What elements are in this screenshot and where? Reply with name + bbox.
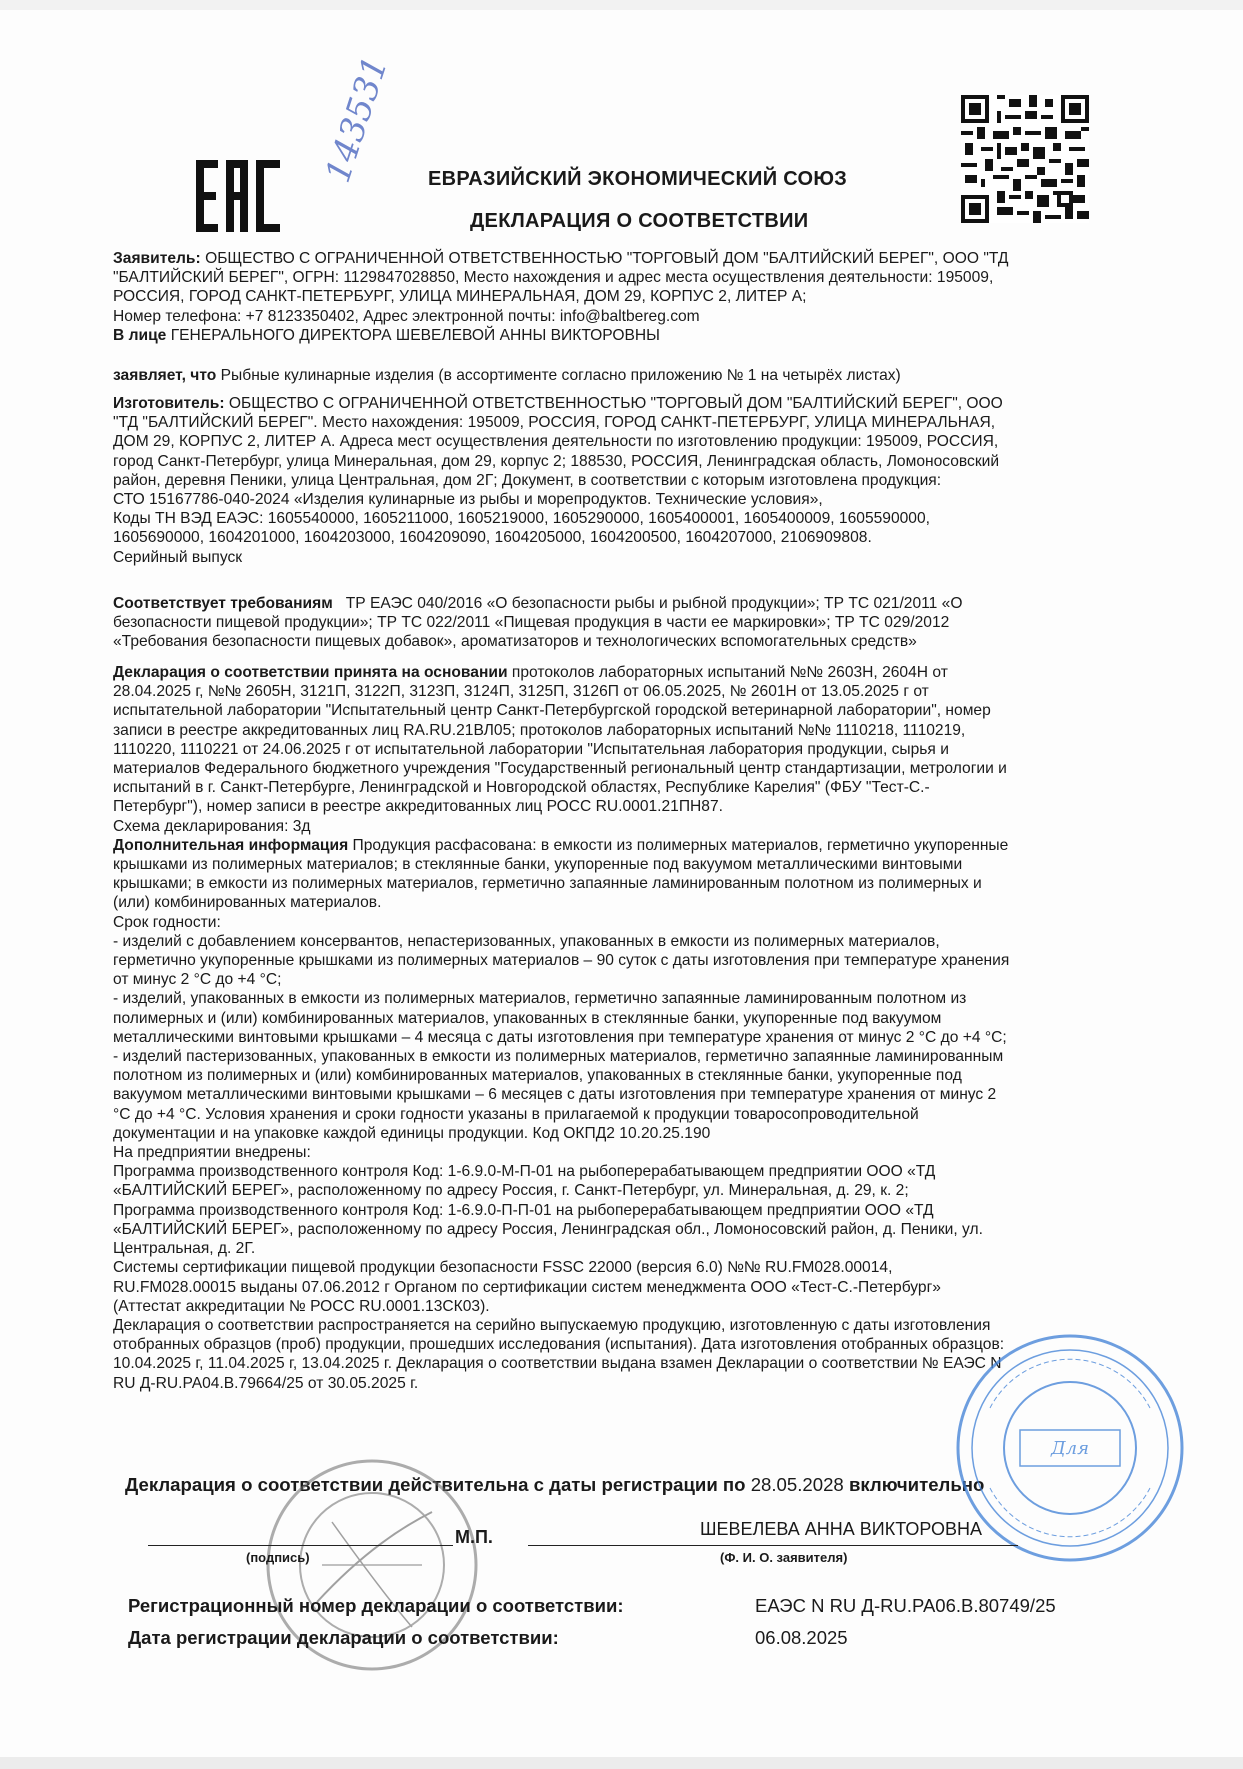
additional-line: вакуумом металлическими винтовыми крышками – 6 месяцев с даты изготовления при температуре хранения от минус 2	[113, 1086, 997, 1104]
svg-text:Для: Для	[1050, 1438, 1090, 1459]
additional-line: - изделий, упакованных в емкости из полимерных материалов, герметично запаянные ламинированным полотном из	[113, 990, 967, 1008]
basis-line: материалов Федерального бюджетного учреждения "Государственный региональный центр стандартизации, метрологии и	[113, 760, 1007, 778]
manufacturer-line: ОБЩЕСТВО С ОГРАНИЧЕННОЙ ОТВЕТСТВЕННОСТЬЮ "ТОРГОВЫЙ ДОМ "БАЛТИЙСКИЙ БЕРЕГ", ООО	[228, 395, 1003, 412]
additional-line: отобранных образцов (проб) продукции, прошедших исследования (испытания). Дата изготовления отобранных образцов:	[113, 1336, 1005, 1354]
additional-line: (или) комбинированных материалов.	[113, 894, 382, 912]
additional-line: Декларация о соответствии распространяется на серийно выпускаемую продукцию, изготовленную с даты изготовления	[113, 1316, 991, 1334]
additional-line: RU Д-RU.PA04.B.79664/25 от 30.05.2025 г.	[113, 1374, 419, 1392]
additional-line: металлическими винтовыми крышками – 4 месяца с даты изготовления при температуре хранения от минус 2 °С до +4 °С;	[113, 1028, 1007, 1046]
person-name: ГЕНЕРАЛЬНОГО ДИРЕКТОРА ШЕВЕЛЕВОЙ АННЫ ВИКТОРОВНЫ	[170, 326, 660, 344]
basis-line: 1110220, 1110221 от 24.06.2025 г от испытательной лаборатории "Испытательная лаборатория продукции, сырья и	[113, 740, 949, 758]
applicant-line: "БАЛТИЙСКИЙ БЕРЕГ", ОГРН: 1129847028850, Место нахождения и адрес места осуществления деятельности: 195009,	[113, 269, 994, 287]
additional-line: - изделий пастеризованных, упакованных в емкости из полимерных материалов, герметично запаянные ламинированным	[113, 1048, 1004, 1066]
validity-date: 28.05.2028	[750, 1474, 844, 1495]
manufacturer-line: "ТД "БАЛТИЙСКИЙ БЕРЕГ". Место нахождения: 195009, РОССИЯ, ГОРОД САНКТ-ПЕТЕРБУРГ, УЛИЦА МИНЕРАЛЬНАЯ,	[113, 414, 996, 432]
manufacturer-line: район, деревня Пеники, улица Центральная, дом 2Г; Документ, в соответствии с которым изготовлена продукция:	[113, 471, 942, 489]
qr-code-icon[interactable]	[961, 95, 1089, 223]
additional-line: На предприятии внедрены:	[113, 1144, 311, 1162]
product-name: Рыбные кулинарные изделия (в ассортименте согласно приложению № 1 на четырёх листах)	[220, 367, 901, 384]
eac-mark-icon	[196, 160, 282, 232]
requirements-section	[113, 594, 1163, 652]
person-label: В лице	[113, 326, 167, 344]
additional-line: крышками; в емкости из полимерных материалов, герметично запаянные ламинированным полотном из полимерных и	[113, 875, 982, 893]
basis-line: испытательной лаборатории "Испытательный центр Санкт-Петербургской городской ветеринарной лаборатории", номер	[113, 702, 991, 720]
organisation-stamp-icon	[950, 1328, 1190, 1568]
manufacturer-codes: Коды ТН ВЭД ЕАЭС: 1605540000, 1605211000, 1605219000, 1605290000, 1605400001, 1605400009, 1605590000,	[113, 510, 930, 528]
registration-date-label: Дата регистрации декларации о соответствии:	[128, 1627, 559, 1648]
additional-line: герметично укупоренные крышками из полимерных материалов – 90 суток с даты изготовления при температуре хранения	[113, 952, 1010, 970]
additional-line: 10.04.2025 г, 11.04.2025 г, 13.04.2025 г. Декларация о соответствии выдана взамен Декларации о соответствии № ЕАЭС N	[113, 1355, 1002, 1373]
signature-caption: (подпись)	[246, 1550, 310, 1565]
additional-line: Программа производственного контроля Код: 1-6.9.0-П-П-01 на рыбоперерабатывающем предприятии ООО «ТД	[113, 1201, 934, 1219]
manufacturer-section	[113, 394, 1163, 567]
document-title: ДЕКЛАРАЦИЯ О СООТВЕТСТВИИ	[470, 210, 809, 232]
requirements-line: безопасности пищевой продукции»; ТР ТС 022/2011 «Пищевая продукция в части ее маркировки»; ТР ТС 029/2012	[113, 614, 950, 632]
applicant-name-line	[528, 1545, 1018, 1546]
additional-line: Срок годности:	[113, 913, 221, 931]
applicant-label: Заявитель:	[113, 250, 201, 267]
applicant-signatory-name: ШЕВЕЛЕВА АННА ВИКТОРОВНА	[700, 1519, 982, 1539]
requirements-label: Соответствует требованиям	[113, 595, 333, 612]
manufacturer-label: Изготовитель:	[113, 395, 225, 412]
additional-line: Программа производственного контроля Код: 1-6.9.0-М-П-01 на рыбоперерабатывающем предприятии ООО «ТД	[113, 1163, 936, 1181]
additional-line: от минус 2 °С до +4 °С;	[113, 971, 282, 989]
registration-number: ЕАЭС N RU Д-RU.PA06.B.80749/25	[755, 1595, 1056, 1616]
basis-section	[113, 663, 1163, 1393]
additional-line: полотном из полимерных и (или) комбинированных материалов, упакованных в стеклянные банки, укупоренные под	[113, 1067, 962, 1085]
validity-suffix: включительно	[848, 1474, 985, 1495]
basis-line: испытаний в г. Санкт-Петербурге, Ленинградской и Новгородской областях, Республике Карелия" (ФБУ "Тест-С.-	[113, 779, 930, 797]
additional-line: Центральная, д. 2Г.	[113, 1240, 256, 1258]
union-title: ЕВРАЗИЙСКИЙ ЭКОНОМИЧЕСКИЙ СОЮЗ	[428, 168, 848, 190]
manufacturer-line: ДОМ 29, КОРПУС 2, ЛИТЕР А. Адреса мест осуществления деятельности по изготовлению продукции: 195009, РОССИЯ,	[113, 433, 999, 451]
manufacturer-release: Серийный выпуск	[113, 548, 243, 566]
seal-place-label: М.П.	[455, 1527, 493, 1547]
basis-line: Петербург"), номер записи в реестре аккредитованных лиц РОСС RU.0001.21ПН87.	[113, 798, 723, 816]
requirements-line: «Требования безопасности пищевых добавок», ароматизаторов и технологических вспомогательных средств»	[113, 633, 917, 651]
basis-line: 28.04.2025 г, №№ 2605Н, 3121П, 3122П, 3123П, 3124П, 3125П, 3126П от 06.05.2025, № 2601Н от 13.05.2025 г от	[113, 683, 929, 701]
declares-label: заявляет, что	[113, 367, 217, 384]
additional-line: RU.FM028.00015 выданы 07.06.2012 г Органом по сертификации систем менеджмента ООО «Тест-С.-Петербург»	[113, 1278, 941, 1296]
applicant-contacts: Номер телефона: +7 8123350402, Адрес электронной почты: info@baltbereg.com	[113, 307, 700, 325]
applicant-line: РОССИЯ, ГОРОД САНКТ-ПЕТЕРБУРГ, УЛИЦА МИНЕРАЛЬНАЯ, ДОМ 29, КОРПУС 2, ЛИТЕР А;	[113, 288, 807, 306]
declaration-scheme: Схема декларирования: 3д	[113, 817, 311, 835]
scan-edge-bottom	[0, 1757, 1243, 1769]
registration-number-label: Регистрационный номер декларации о соответствии:	[128, 1595, 624, 1616]
additional-line: «БАЛТИЙСКИЙ БЕРЕГ», расположенному по адресу Россия, Ленинградская обл., Ломоносовский район, д. Пеники, ул.	[113, 1220, 983, 1238]
additional-line: (Аттестат аккредитации № РОСС RU.0001.13СК03).	[113, 1297, 490, 1315]
additional-line: полимерных и (или) комбинированных материалов, упакованных в стеклянные банки, укупоренные под вакуумом	[113, 1009, 942, 1027]
additional-line: документации и на упаковке каждой единицы продукции. Код ОКПД2 10.20.25.190	[113, 1124, 711, 1142]
additional-line: Продукция расфасована: в емкости из полимерных материалов, герметично укупоренные	[352, 836, 1009, 854]
manufacturer-codes: 1605690000, 1604201000, 1604203000, 1604209090, 1604205000, 1604200500, 1604207000, 2106909808.	[113, 529, 872, 547]
signature-line	[148, 1545, 453, 1546]
declares-section	[113, 366, 1163, 385]
additional-line: - изделий с добавлением консервантов, непастеризованных, упакованных в емкости из полимерных материалов,	[113, 932, 940, 950]
manufacturer-line: город Санкт-Петербург, улица Минеральная, дом 29, корпус 2; 188530, РОССИЯ, Ленинградская область, Ломоносовский	[113, 452, 1000, 470]
basis-line: записи в реестре аккредитованных лиц RA.RU.21ВЛ05; протоколов лабораторных испытаний №№ 1110218, 1110219,	[113, 721, 966, 739]
handwritten-number: 143531	[318, 51, 397, 188]
applicant-name-caption: (Ф. И. О. заявителя)	[720, 1550, 848, 1565]
requirements-line: ТР ЕАЭС 040/2016 «О безопасности рыбы и рыбной продукции»; ТР ТС 021/2011 «О	[345, 595, 963, 612]
validity-label: Декларация о соответствии действительна с даты регистрации по	[125, 1474, 746, 1495]
applicant-section	[113, 249, 1163, 345]
registration-date: 06.08.2025	[755, 1627, 848, 1648]
additional-line: °С до +4 °С. Условия хранения и сроки годности указаны в прилагаемой к продукции товаросопроводительной	[113, 1105, 919, 1123]
additional-label: Дополнительная информация	[113, 836, 349, 854]
additional-line: крышками из полимерных материалов; в стеклянные банки, укупоренные под вакуумом металлическими винтовыми	[113, 856, 963, 874]
basis-label: Декларация о соответствии принята на основании	[113, 664, 508, 681]
basis-line: протоколов лабораторных испытаний №№ 2603Н, 2604Н от	[511, 664, 948, 681]
applicant-line: ОБЩЕСТВО С ОГРАНИЧЕННОЙ ОТВЕТСТВЕННОСТЬЮ "ТОРГОВЫЙ ДОМ "БАЛТИЙСКИЙ БЕРЕГ", ООО "ТД	[205, 250, 1009, 267]
additional-line: Системы сертификации пищевой продукции безопасности FSSC 22000 (версия 6.0) №№ RU.FM028.00014,	[113, 1259, 893, 1277]
additional-line: «БАЛТИЙСКИЙ БЕРЕГ», расположенному по адресу Россия, г. Санкт-Петербург, ул. Минеральная, д. 29, к. 2;	[113, 1182, 909, 1200]
manufacturer-standard: СТО 15167786-040-2024 «Изделия кулинарные из рыбы и морепродуктов. Технические условия»,	[113, 491, 823, 509]
scan-edge-top	[0, 0, 1243, 10]
